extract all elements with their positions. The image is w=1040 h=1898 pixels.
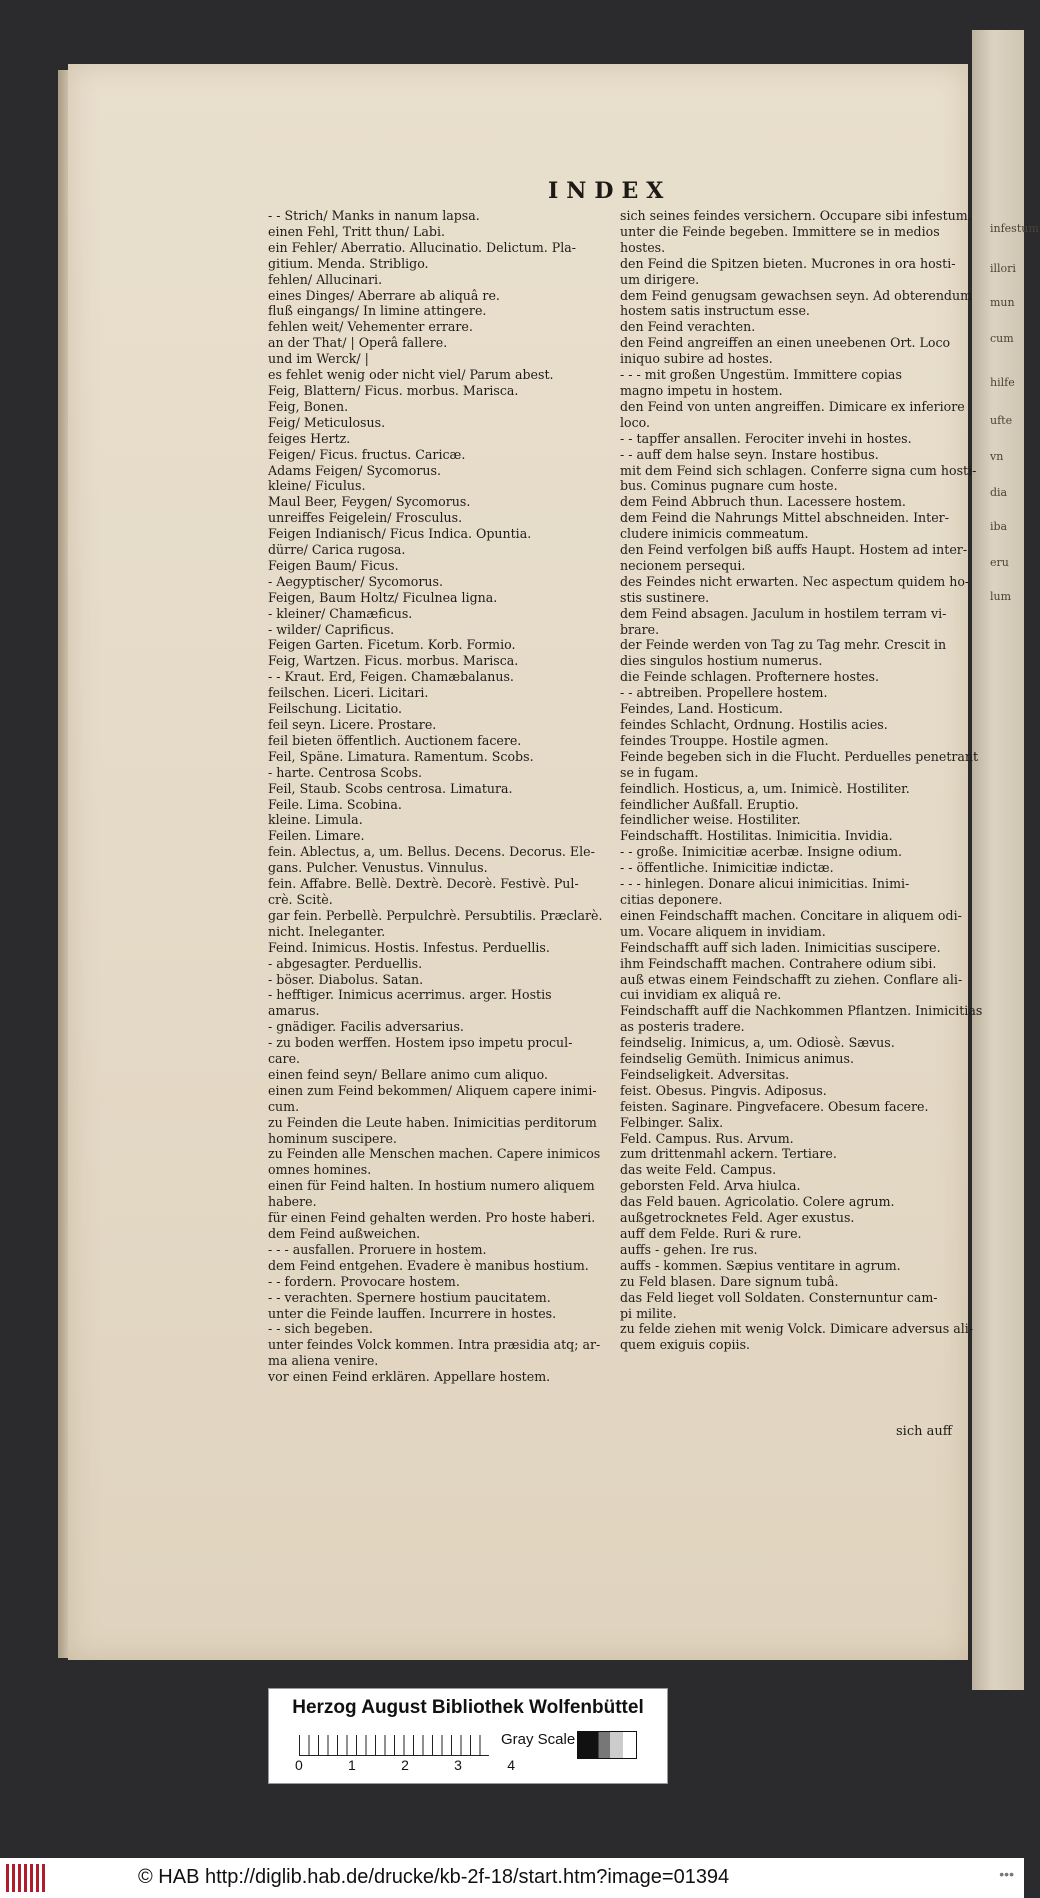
gray-scale-swatch — [577, 1731, 637, 1759]
index-entry: gar fein. Perbellè. Perpulchrè. Persubtilis. Præclarè. — [268, 907, 603, 923]
index-entry: dem Feind außweichen. — [268, 1226, 421, 1241]
index-entry: einen für Feind halten. In hostium numero aliquem — [268, 1178, 595, 1194]
index-entry: quem exiguis copiis. — [620, 1337, 751, 1353]
index-entry: fehlen weit/ Vehementer errare. — [268, 319, 473, 335]
index-entry: auß etwas einem Feindschafft zu ziehen. Conflare ali- — [620, 971, 963, 987]
index-entry: Feld. Campus. Rus. Arvum. — [620, 1130, 794, 1146]
index-entry: fein. Ablectus, a, um. Bellus. Decens. Decorus. Ele- — [268, 844, 595, 860]
index-entry: Feindes, Land. Hosticum. — [620, 701, 783, 717]
scale-ruler — [299, 1735, 489, 1756]
index-entry: für einen Feind gehalten werden. Pro hoste haberi. — [268, 1210, 596, 1226]
index-entry: den Feind die Spitzen bieten. Mucrones in ora hosti- — [620, 255, 956, 271]
index-entry: amarus. — [268, 1003, 320, 1019]
index-entry: geborsten Feld. Arva hiulca. — [620, 1178, 801, 1194]
index-entry: kleine. Limula. — [268, 812, 363, 828]
index-entry: Felbinger. Salix. — [620, 1114, 724, 1130]
index-entry: - - Strich/ Manks in nanum lapsa. — [268, 208, 480, 223]
index-entry: - - - hinlegen. Donare alicui inimicitias. Inimi- — [620, 876, 910, 892]
index-entry: Feig, Wartzen. Ficus. morbus. Marisca. — [268, 653, 519, 669]
index-entry: zum drittenmahl ackern. Tertiare. — [620, 1146, 837, 1162]
index-entry: Feindschafft. Hostilitas. Inimicitia. Invidia. — [620, 828, 893, 844]
next-page-fragment: cum — [990, 332, 1014, 345]
index-entry: - wilder/ Caprificus. — [268, 621, 395, 637]
index-entry: auff dem Felde. Ruri & rure. — [620, 1226, 802, 1241]
index-entry: - - tapffer ansallen. Ferociter invehi in hostes. — [620, 430, 912, 446]
index-entry: feindlicher weise. Hostiliter. — [620, 812, 801, 828]
index-entry: cludere inimicis commeatum. — [620, 526, 809, 542]
index-entry: pi milite. — [620, 1305, 677, 1321]
ruler-number: 3 — [454, 1757, 462, 1773]
index-entry: zu felde ziehen mit wenig Volck. Dimicare adversus ali- — [620, 1321, 974, 1337]
index-entry: Feig, Bonen. — [268, 398, 349, 414]
index-entry: fein. Affabre. Bellè. Dextrè. Decorè. Festivè. Pul- — [268, 876, 579, 892]
index-entry: - böser. Diabolus. Satan. — [268, 971, 424, 987]
index-entry: das Feld bauen. Agricolatio. Colere agrum. — [620, 1194, 895, 1210]
index-entry: bus. Cominus pugnare cum hoste. — [620, 478, 838, 494]
next-page-fragment: lum — [990, 590, 1012, 603]
index-entry: Feind. Inimicus. Hostis. Infestus. Perduellis. — [268, 939, 550, 955]
index-entry: feindes Schlacht, Ordnung. Hostilis acies. — [620, 717, 888, 732]
index-entry: - hefftiger. Inimicus acerrimus. arger. Hostis — [268, 987, 552, 1003]
index-entry: hostes. — [620, 239, 666, 255]
index-entry: - - abtreiben. Propellere hostem. — [620, 685, 828, 701]
library-name: Herzog August Bibliothek Wolfenbüttel — [292, 1697, 644, 1718]
index-entry: - - - mit großen Ungestüm. Immittere copias — [620, 367, 902, 383]
index-entry: Adams Feigen/ Sycomorus. — [268, 462, 441, 478]
index-entry: dürre/ Carica rugosa. — [268, 542, 406, 558]
ruler-numbers — [295, 1757, 515, 1773]
index-entry: iniquo subire ad hostes. — [620, 351, 773, 367]
index-entry: Feinde begeben sich in die Flucht. Perduelles penetrant — [620, 748, 979, 764]
index-entry: Feig/ Meticulosus. — [268, 414, 386, 430]
hab-logo-icon — [6, 1864, 48, 1892]
index-entry: das Feld lieget voll Soldaten. Consternuntur cam- — [620, 1289, 938, 1305]
index-entry: habere. — [268, 1194, 317, 1210]
index-entry: unter feindes Volck kommen. Intra præsidia atq; ar- — [268, 1337, 601, 1353]
index-entry: unter die Feinde begeben. Immittere se in medios — [620, 223, 940, 239]
index-entry: dem Feind entgehen. Evadere è manibus hostium. — [268, 1257, 589, 1273]
footer-url[interactable]: © HAB http://diglib.hab.de/drucke/kb-2f-18/start.htm?image=01394 — [138, 1866, 730, 1888]
index-entry: Feil, Späne. Limatura. Ramentum. Scobs. — [268, 748, 534, 764]
index-entry: eines Dinges/ Aberrare ab aliquâ re. — [268, 287, 500, 303]
index-entry: mit dem Feind sich schlagen. Conferre signa cum hosti- — [620, 462, 977, 478]
index-entry: se in fugam. — [620, 764, 699, 780]
index-entry: - zu boden werffen. Hostem ipso impetu procul- — [268, 1035, 573, 1051]
index-entry: crè. Scitè. — [268, 891, 333, 907]
index-entry: den Feind angreiffen an einen uneebenen Ort. Loco — [620, 335, 951, 351]
index-entry: - gnädiger. Facilis adversarius. — [268, 1019, 464, 1035]
catchword: sich auff — [896, 1424, 952, 1439]
index-entry: stis sustinere. — [620, 589, 710, 605]
next-page-fragment: illori — [990, 262, 1016, 275]
index-entry: hominum suscipere. — [268, 1130, 397, 1146]
index-entry: feiges Hertz. — [268, 430, 351, 446]
ruler-number: 2 — [401, 1757, 409, 1773]
index-entry: fehlen/ Allucinari. — [268, 271, 383, 287]
index-entry: - - verachten. Spernere hostium paucitatem. — [268, 1289, 551, 1305]
index-entry: necionem persequi. — [620, 557, 746, 573]
index-entry: citias deponere. — [620, 891, 723, 907]
next-page-fragment: hilfe — [990, 376, 1015, 389]
index-entry: Maul Beer, Feygen/ Sycomorus. — [268, 494, 471, 510]
footer-bar — [0, 1858, 1024, 1898]
index-entry: cui invidiam ex aliquâ re. — [620, 987, 782, 1003]
index-entry: an der That/ | Operâ fallere. — [268, 335, 448, 351]
index-entry: zu Feinden alle Menschen machen. Capere inimicos — [268, 1146, 601, 1162]
index-entry: - kleiner/ Chamæficus. — [268, 605, 413, 621]
index-entry: sich seines feindes versichern. Occupare sibi infestum. — [620, 208, 972, 223]
index-entry: kleine/ Ficulus. — [268, 478, 366, 494]
index-entry: zu Feinden die Leute haben. Inimicitias perditorum — [268, 1114, 597, 1130]
index-entry: Feindseligkeit. Adversitas. — [620, 1066, 790, 1082]
index-entry: Feilschung. Licitatio. — [268, 701, 402, 717]
index-entry: nicht. Ineleganter. — [268, 923, 386, 939]
index-column-right — [620, 208, 1040, 1353]
index-entry: - abgesagter. Perduellis. — [268, 955, 423, 971]
index-entry: um dirigere. — [620, 271, 700, 287]
index-entry: unreiffes Feigelein/ Frosculus. — [268, 510, 463, 526]
index-entry: brare. — [620, 621, 660, 637]
index-entry: ein Fehler/ Aberratio. Allucinatio. Delictum. Pla- — [268, 239, 577, 255]
index-entry: Feindschafft auff sich laden. Inimicitias suscipere. — [620, 939, 941, 955]
index-entry: feindlicher Außfall. Eruptio. — [620, 796, 799, 812]
index-entry: den Feind verfolgen biß auffs Haupt. Hostem ad inter- — [620, 542, 968, 558]
index-entry: ihm Feindschafft machen. Contrahere odium sibi. — [620, 955, 937, 971]
index-entry: gans. Pulcher. Venustus. Vinnulus. — [268, 860, 488, 876]
next-page-fragment: ufte — [990, 414, 1013, 427]
index-entry: magno impetu in hostem. — [620, 382, 783, 398]
index-entry: Feigen Indianisch/ Ficus Indica. Opuntia. — [268, 526, 532, 542]
index-entry: vor einen Feind erklären. Appellare hostem. — [268, 1369, 551, 1385]
index-entry: der Feinde werden von Tag zu Tag mehr. Crescit in — [620, 637, 947, 653]
index-entry: feindes Trouppe. Hostile agmen. — [620, 732, 829, 748]
index-entry: - - große. Inimicitiæ acerbæ. Insigne odium. — [620, 844, 903, 860]
index-entry: - - auff dem halse seyn. Instare hostibus. — [620, 446, 879, 462]
index-entry: gitium. Menda. Stribligo. — [268, 255, 429, 271]
index-entry: die Feinde schlagen. Profternere hostes. — [620, 669, 879, 685]
index-entry: einen feind seyn/ Bellare animo cum aliquo. — [268, 1066, 548, 1082]
index-entry: Feigen/ Ficus. fructus. Caricæ. — [268, 446, 466, 462]
index-entry: einen zum Feind bekommen/ Aliquem capere inimi- — [268, 1082, 597, 1098]
index-entry: das weite Feld. Campus. — [620, 1162, 777, 1178]
index-entry: as posteris tradere. — [620, 1019, 745, 1035]
index-entry: unter die Feinde lauffen. Incurrere in hostes. — [268, 1305, 557, 1321]
index-entry: um. Vocare aliquem in invidiam. — [620, 923, 826, 939]
index-entry: auffs - gehen. Ire rus. — [620, 1241, 758, 1257]
index-entry: auffs - kommen. Sæpius ventitare in agrum. — [620, 1257, 901, 1273]
index-entry: feil bieten öffentlich. Auctionem facere. — [268, 732, 522, 748]
index-entry: dem Feind absagen. Jaculum in hostilem terram vi- — [620, 605, 947, 621]
page-title: INDEX — [548, 178, 672, 204]
index-entry: Feindschafft auff die Nachkommen Pflantzen. Inimicitias — [620, 1003, 983, 1019]
index-entry: dem Feind Abbruch thun. Lacessere hostem. — [620, 494, 906, 510]
ruler-number: 0 — [295, 1757, 303, 1773]
index-entry: fluß eingangs/ In limine attingere. — [268, 303, 487, 319]
index-entry: dem Feind die Nahrungs Mittel abschneiden. Inter- — [620, 510, 949, 526]
index-entry: und im Werck/ | — [268, 351, 369, 367]
index-entry: Feigen Baum/ Ficus. — [268, 557, 399, 573]
next-page-fragment: vn — [990, 450, 1004, 463]
index-entry: dies singulos hostium numerus. — [620, 653, 823, 669]
index-entry: feist. Obesus. Pingvis. Adiposus. — [620, 1082, 827, 1098]
index-entry: feil seyn. Licere. Prostare. — [268, 717, 437, 732]
index-entry: zu Feld blasen. Dare signum tubâ. — [620, 1273, 839, 1289]
index-entry: einen Fehl, Tritt thun/ Labi. — [268, 223, 445, 239]
index-entry: ma aliena venire. — [268, 1353, 379, 1369]
library-label — [268, 1688, 668, 1784]
ruler-number: 4 — [507, 1757, 515, 1773]
index-entry: - - Kraut. Erd, Feigen. Chamæbalanus. — [268, 669, 514, 685]
index-entry: omnes homines. — [268, 1162, 372, 1178]
index-entry: feilschen. Liceri. Licitari. — [268, 685, 429, 701]
gray-scale-label: Gray Scale — [501, 1731, 576, 1748]
next-page-fragment: dia — [990, 486, 1008, 499]
index-entry: - - sich begeben. — [268, 1321, 373, 1337]
index-entry: es fehlet wenig oder nicht viel/ Parum abest. — [268, 367, 554, 383]
next-page-fragment: mun — [990, 296, 1015, 309]
index-entry: hostem satis instructum esse. — [620, 303, 810, 319]
index-entry: Feig, Blattern/ Ficus. morbus. Marisca. — [268, 382, 519, 398]
index-entry: feisten. Saginare. Pingvefacere. Obesum facere. — [620, 1098, 929, 1114]
index-entry: feindselig. Inimicus, a, um. Odiosè. Sævus. — [620, 1035, 895, 1051]
index-entry: außgetrocknetes Feld. Ager exustus. — [620, 1210, 855, 1226]
index-entry: Feilen. Limare. — [268, 828, 365, 844]
index-entry: feindselig Gemüth. Inimicus animus. — [620, 1051, 854, 1067]
index-entry: - - fordern. Provocare hostem. — [268, 1273, 460, 1289]
next-page-fragment: eru — [990, 556, 1009, 569]
index-entry: loco. — [620, 414, 651, 430]
index-entry: den Feind von unten angreiffen. Dimicare ex inferiore — [620, 398, 965, 414]
index-entry: dem Feind genugsam gewachsen seyn. Ad obterendum — [620, 287, 973, 303]
index-entry: Feigen Garten. Ficetum. Korb. Formio. — [268, 637, 516, 653]
index-entry: Feigen, Baum Holtz/ Ficulnea ligna. — [268, 589, 498, 605]
ruler-number: 1 — [348, 1757, 356, 1773]
index-entry: - Aegyptischer/ Sycomorus. — [268, 573, 443, 589]
more-icon[interactable]: ••• — [999, 1866, 1014, 1882]
index-entry: Feile. Lima. Scobina. — [268, 796, 402, 812]
index-entry: des Feindes nicht erwarten. Nec aspectum quidem ho- — [620, 573, 970, 589]
index-entry: einen Feindschafft machen. Concitare in aliquem odi- — [620, 907, 962, 923]
index-entry: Feil, Staub. Scobs centrosa. Limatura. — [268, 780, 513, 796]
next-page-fragment: iba — [990, 520, 1008, 533]
index-entry: - harte. Centrosa Scobs. — [268, 764, 423, 780]
index-entry: feindlich. Hosticus, a, um. Inimicè. Hostiliter. — [620, 780, 910, 796]
next-page-fragment: infestum — [990, 222, 1039, 235]
index-entry: cum. — [268, 1098, 300, 1114]
index-entry: - - - ausfallen. Proruere in hostem. — [268, 1241, 487, 1257]
index-entry: den Feind verachten. — [620, 319, 756, 335]
index-entry: care. — [268, 1051, 301, 1067]
index-entry: - - öffentliche. Inimicitiæ indictæ. — [620, 860, 834, 876]
